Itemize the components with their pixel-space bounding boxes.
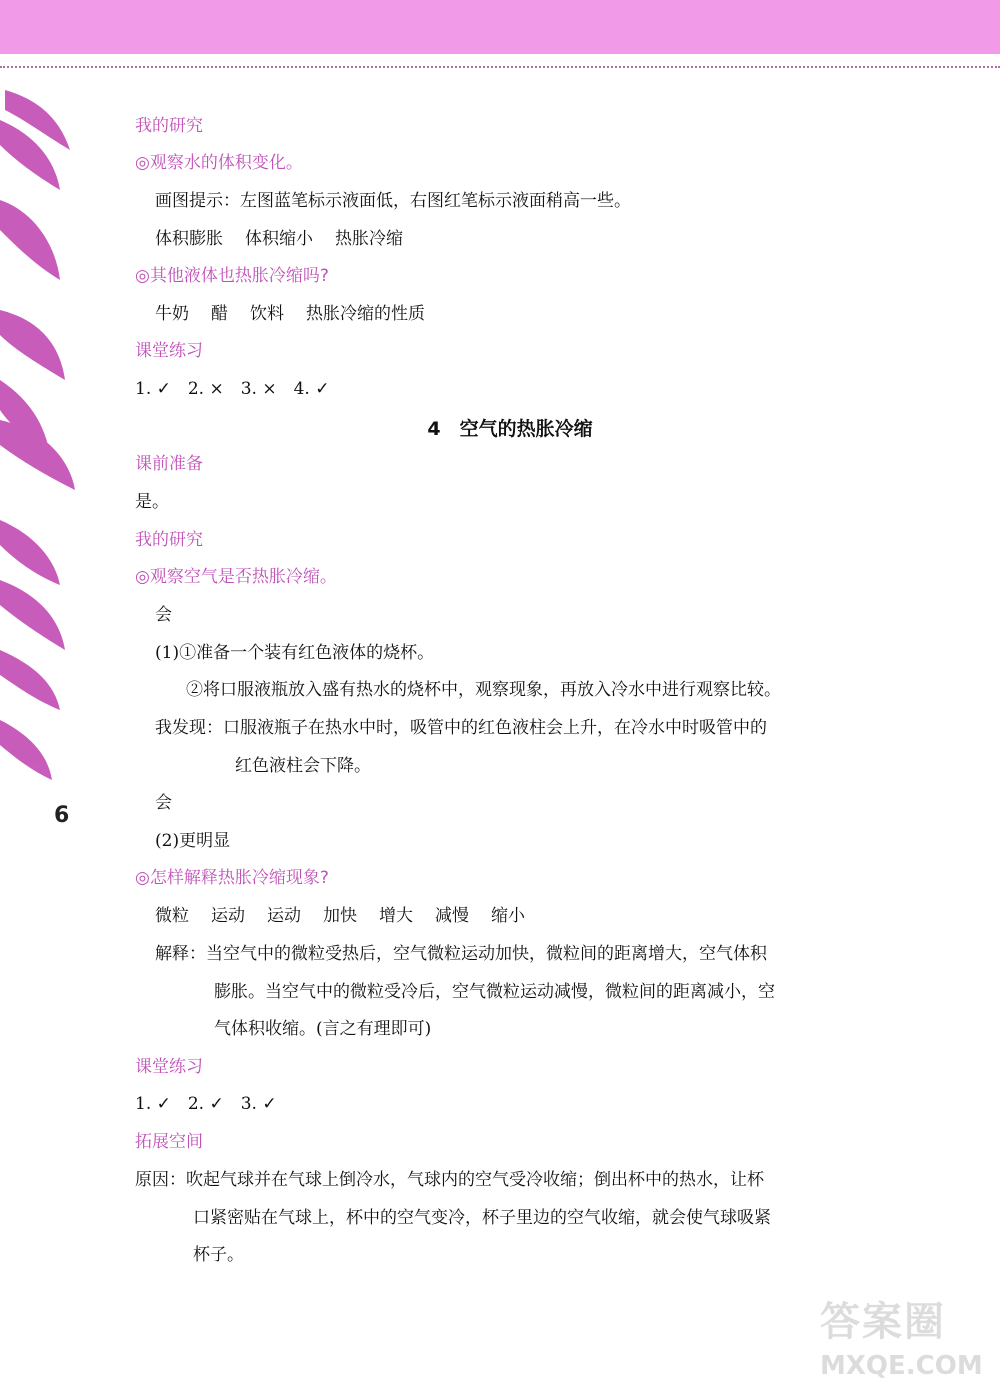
answer-word: 运动 [267, 906, 301, 926]
section-heading: 我的研究 [135, 116, 203, 136]
watermark-text: 答案圈 [820, 1299, 946, 1345]
lesson-title: 4 空气的热胀冷缩 [427, 418, 593, 440]
answer-line: (2)更明显 [155, 831, 231, 851]
watermark-url: MXQE.COM [820, 1351, 983, 1381]
page-number: 6 [54, 803, 70, 828]
question-heading: ◎怎样解释热胀冷缩现象? [135, 868, 329, 888]
answer-line: ②将口服液瓶放入盛有热水的烧杯中，观察现象，再放入冷水中进行观察比较。 [186, 680, 781, 700]
answer-line: 口紧密贴在气球上，杯中的空气变冷，杯子里边的空气收缩，就会使气球吸紧 [193, 1208, 771, 1228]
answer-line: 膨胀。当空气中的微粒受冷后，空气微粒运动减慢，微粒间的距离减小，空 [214, 982, 775, 1002]
section-heading: 拓展空间 [135, 1132, 203, 1152]
section-heading: 我的研究 [135, 530, 203, 550]
answer-line: 红色液柱会下降。 [235, 756, 371, 776]
answer-line: 原因：吹起气球并在气球上倒冷水，气球内的空气受冷收缩；倒出杯中的热水，让杯 [135, 1170, 764, 1190]
answer-line: 解释：当空气中的微粒受热后，空气微粒运动加快，微粒间的距离增大，空气体积 [155, 944, 767, 964]
answer-word: 醋 [211, 304, 228, 324]
answer-line: 1. ✓ 2. ✓ 3. ✓ [135, 1094, 277, 1114]
answer-line: 1. ✓ 2. × 3. × 4. ✓ [135, 379, 330, 399]
question-heading: ◎观察空气是否热胀冷缩。 [135, 567, 337, 587]
answer-word: 热胀冷缩的性质 [306, 304, 425, 324]
answer-word: 热胀冷缩 [335, 229, 403, 249]
answer-word: 运动 [211, 906, 245, 926]
answer-word: 牛奶 [155, 304, 189, 324]
answer-word: 减慢 [435, 906, 469, 926]
answer-words [155, 303, 447, 325]
answer-word: 体积缩小 [245, 229, 313, 249]
answer-word: 增大 [379, 906, 413, 926]
answer-line: 气体积收缩。(言之有理即可) [214, 1019, 432, 1039]
answer-line: (1)①准备一个装有红色液体的烧杯。 [155, 643, 435, 663]
answer-line: 会 [155, 793, 172, 813]
section-heading: 课前准备 [135, 454, 203, 474]
answer-line: 会 [155, 605, 172, 625]
answer-word: 加快 [323, 906, 357, 926]
answer-line: 杯子。 [193, 1245, 244, 1265]
question-heading: ◎其他液体也热胀冷缩吗? [135, 266, 329, 286]
section-heading: 课堂练习 [135, 1057, 203, 1077]
answer-word: 缩小 [491, 906, 525, 926]
answer-words [155, 228, 425, 250]
answer-word: 饮料 [250, 304, 284, 324]
answer-line: 画图提示：左图蓝笔标示液面低，右图红笔标示液面稍高一些。 [155, 191, 631, 211]
answer-line: 我发现：口服液瓶子在热水中时，吸管中的红色液柱会上升，在冷水中时吸管中的 [155, 718, 767, 738]
watermark [820, 1290, 990, 1380]
answer-word: 微粒 [155, 906, 189, 926]
answer-word: 体积膨胀 [155, 229, 223, 249]
answer-words [155, 905, 547, 927]
section-heading: 课堂练习 [135, 341, 203, 361]
question-heading: ◎观察水的体积变化。 [135, 153, 303, 173]
answer-line: 是。 [135, 492, 169, 512]
